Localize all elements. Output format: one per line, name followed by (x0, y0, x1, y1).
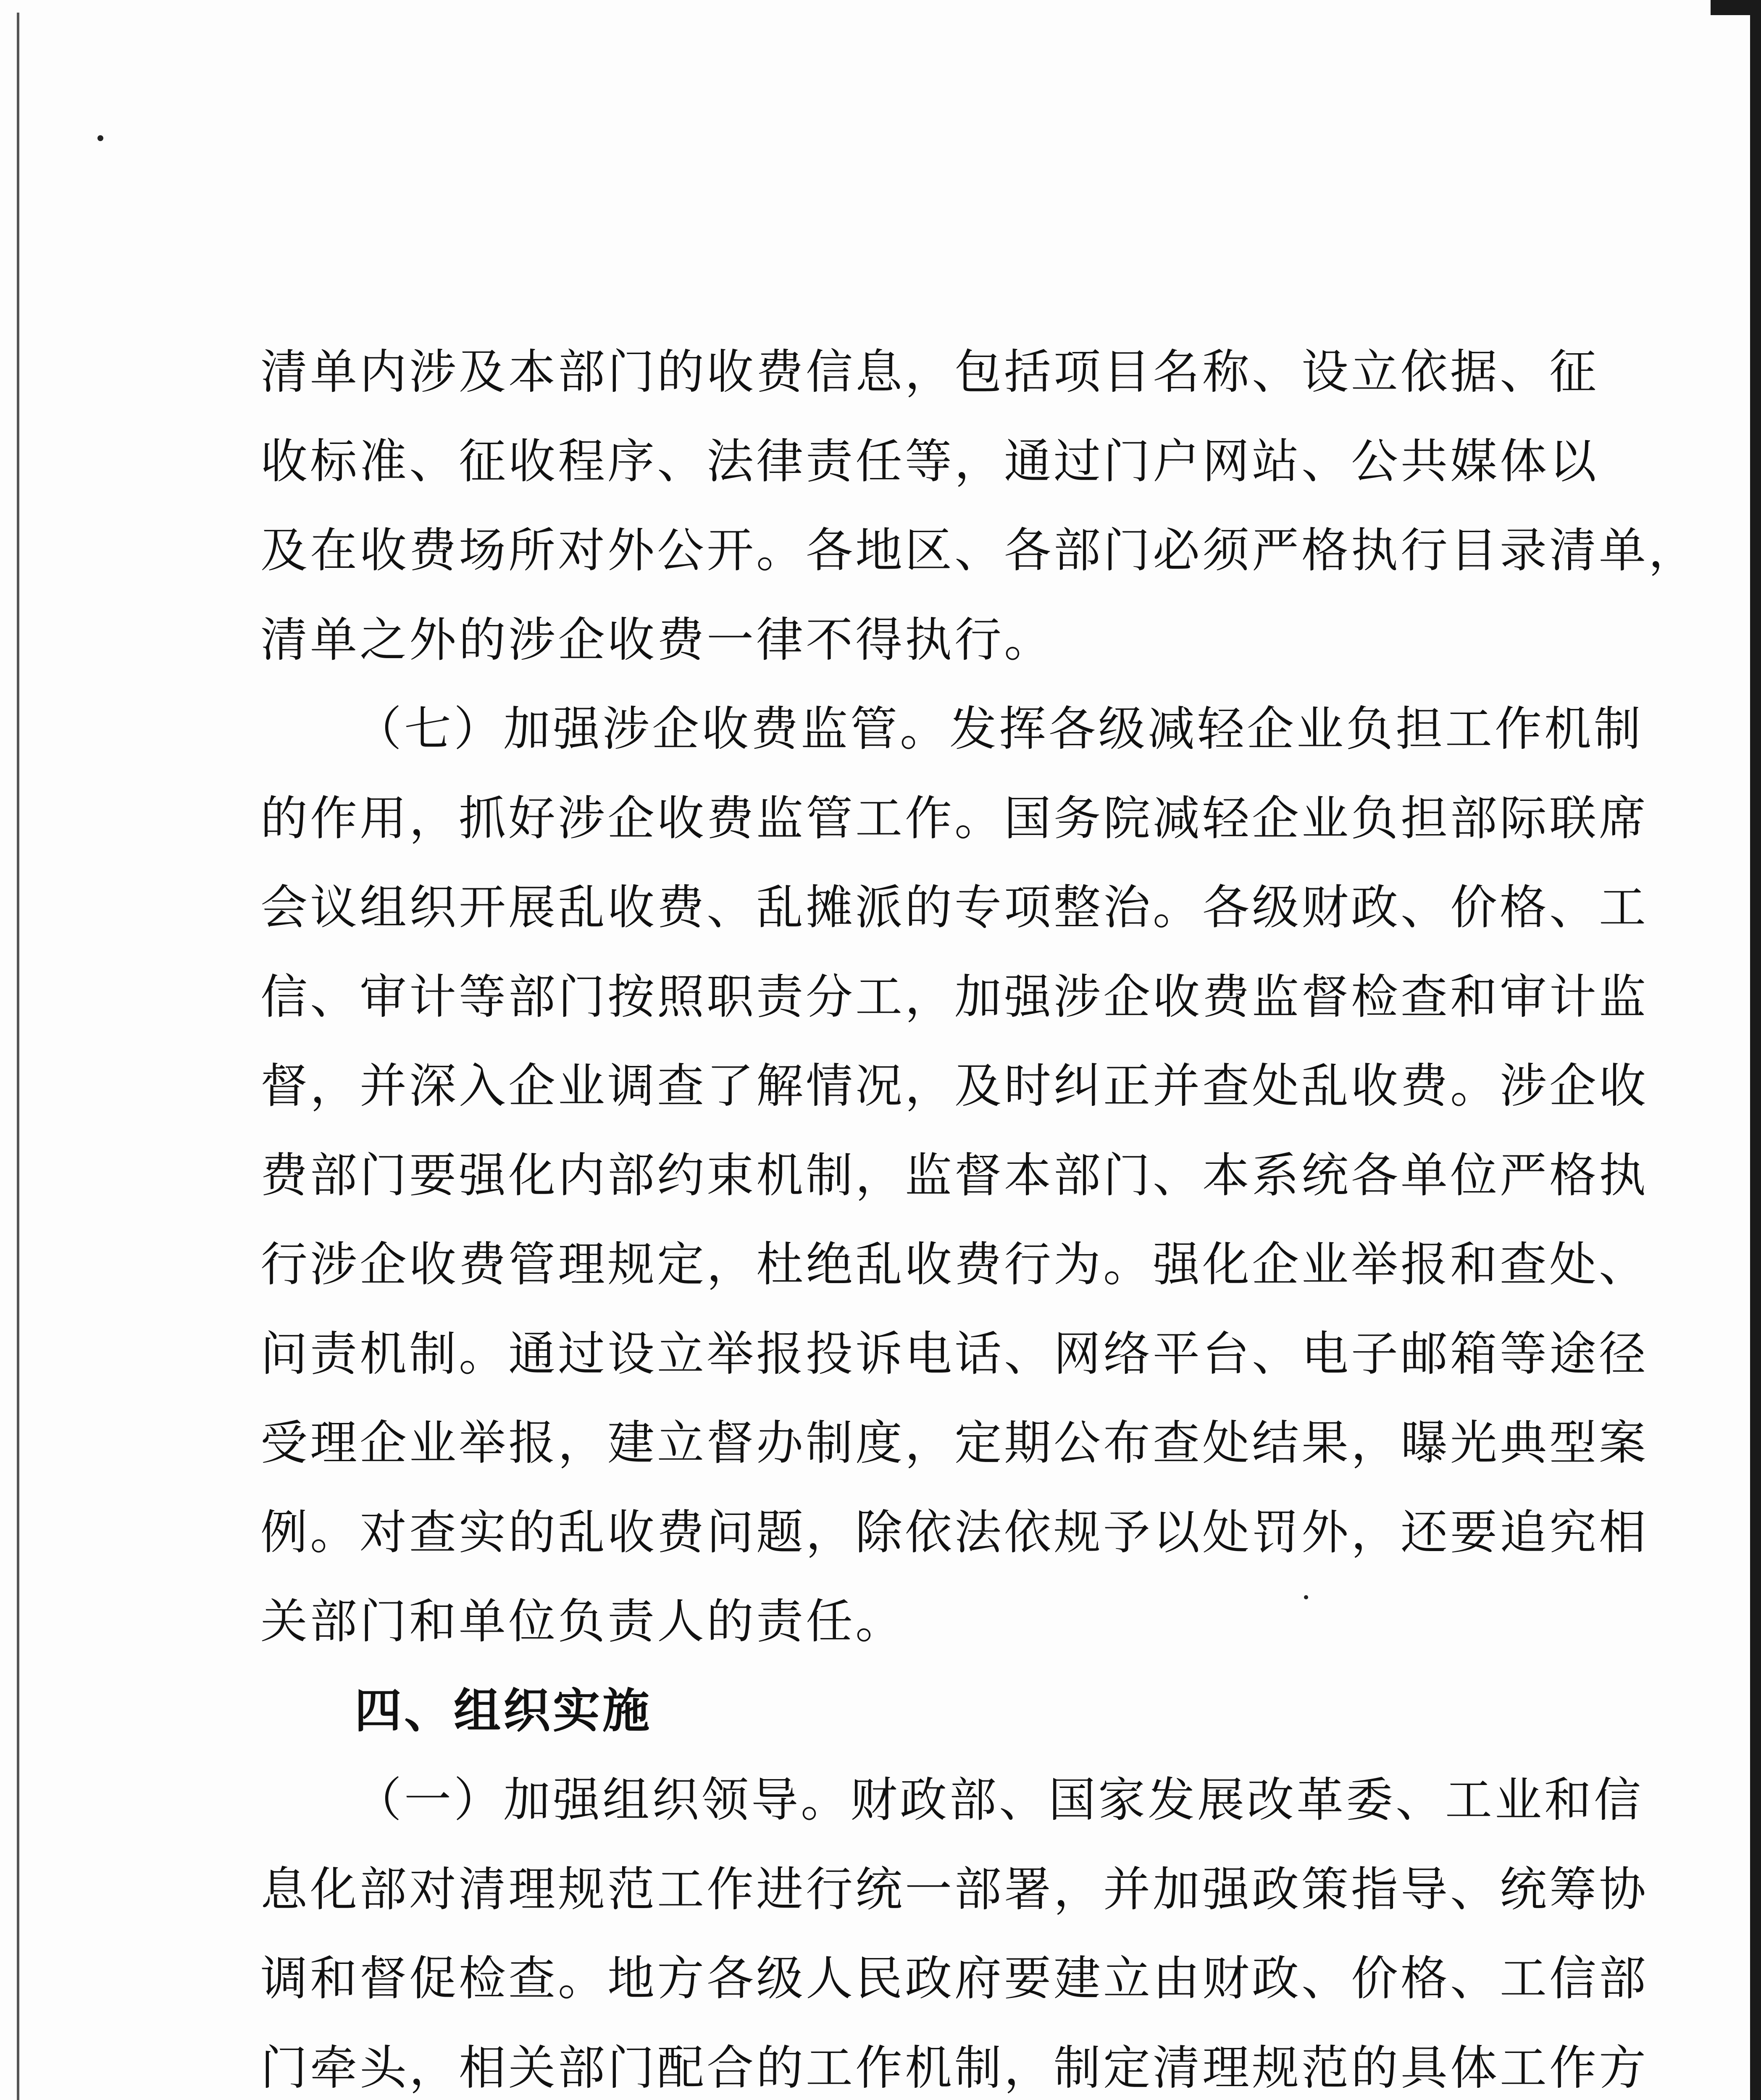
text-line: 会议组织开展乱收费、乱摊派的专项整治。各级财政、价格、工 (260, 880, 1648, 935)
scan-edge-left (17, 13, 19, 2100)
text-line: （一）加强组织领导。财政部、国家发展改革委、工业和信 (355, 1773, 1643, 1827)
text-line: 受理企业举报，建立督办制度，定期公布查处结果，曝光典型案 (260, 1416, 1648, 1470)
text-line: 的作用，抓好涉企收费监管工作。国务院减轻企业负担部际联席 (260, 791, 1648, 846)
text-line: 行涉企收费管理规定，杜绝乱收费行为。强化企业举报和查处、 (260, 1237, 1648, 1292)
text-line: 信、审计等部门按照职责分工，加强涉企收费监督检查和审计监 (260, 969, 1648, 1024)
text-line: 例。对查实的乱收费问题，除依法依规予以处罚外，还要追究相 (260, 1505, 1648, 1560)
scan-edge-top (1711, 0, 1761, 15)
text-line: 费部门要强化内部约束机制，监督本部门、本系统各单位严格执 (260, 1148, 1648, 1203)
text-line: 清单内涉及本部门的收费信息，包括项目名称、设立依据、征 (260, 345, 1599, 399)
body-text (260, 328, 1698, 2100)
text-line: 及在收费场所对外公开。各地区、各部门必须严格执行目录清单， (260, 523, 1698, 578)
text-line: 调和督促检查。地方各级人民政府要建立由财政、价格、工信部 (260, 1951, 1648, 2006)
text-line: 息化部对清理规范工作进行统一部署，并加强政策指导、统筹协 (260, 1862, 1648, 1917)
text-line: （七）加强涉企收费监管。发挥各级减轻企业负担工作机制 (355, 702, 1643, 756)
text-line: 督，并深入企业调查了解情况，及时纠正并查处乱收费。涉企收 (260, 1059, 1648, 1113)
text-line: 问责机制。通过设立举报投诉电话、网络平台、电子邮箱等途径 (260, 1326, 1648, 1381)
text-line: 关部门和单位负责人的责任。 (260, 1594, 905, 1649)
section-heading: 四、组织实施 (355, 1683, 652, 1738)
text-line: 清单之外的涉企收费一律不得执行。 (260, 612, 1054, 667)
scan-edge-right (1750, 0, 1761, 2100)
text-line: 收标准、征收程序、法律责任等，通过门户网站、公共媒体以 (260, 434, 1599, 489)
scan-speck (97, 135, 103, 141)
text-line: 门牵头，相关部门配合的工作机制，制定清理规范的具体工作方 (260, 2040, 1648, 2095)
